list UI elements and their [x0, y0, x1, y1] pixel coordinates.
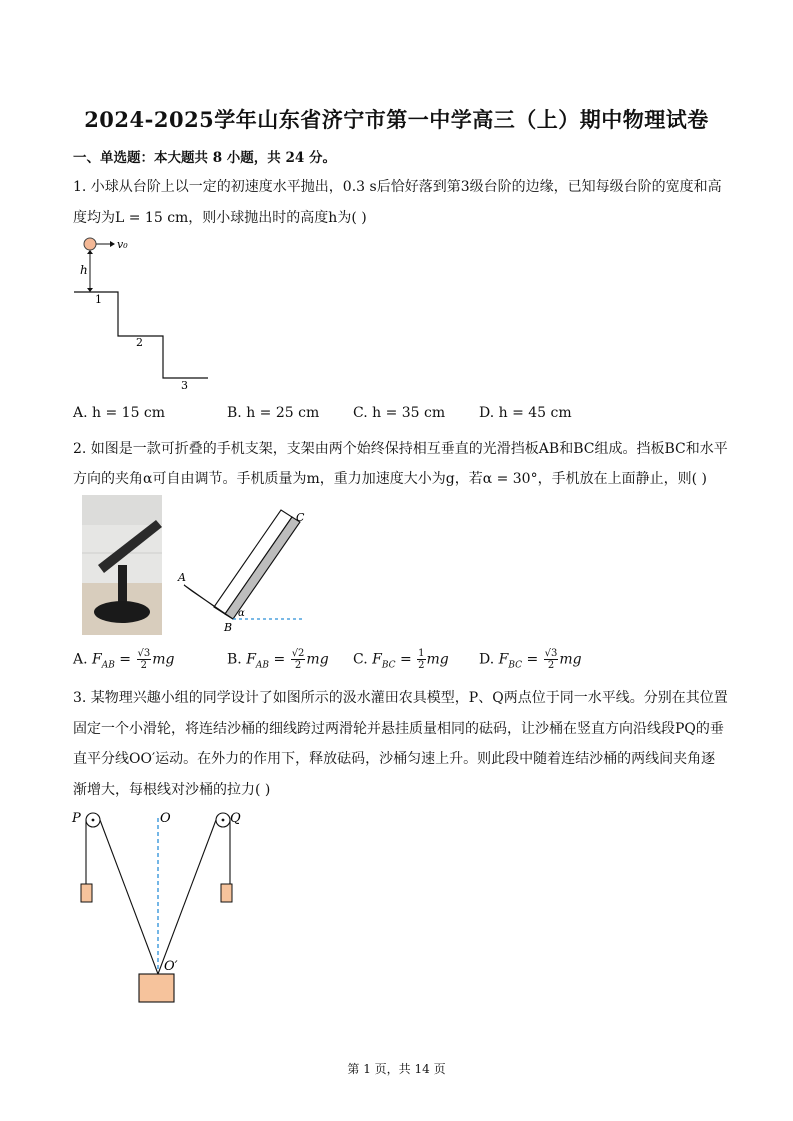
sand-bucket — [139, 974, 174, 1002]
q3-line1: 3. 某物理兴趣小组的同学设计了如图所示的汲水灌田农具模型，P、Q两点位于同一水平线。分别在其位置 — [73, 690, 728, 706]
ball-icon — [84, 238, 96, 250]
point-q-label: Q — [230, 811, 241, 826]
q1-option-a: A. h = 15 cm — [73, 405, 166, 421]
q2-option-c: C. $F_{BC}$ = $\frac{1}{2}$ mg — [353, 648, 449, 671]
page-title: 2024-2025学年山东省济宁市第一中学高三（上）期中物理试卷 — [84, 107, 709, 132]
h-label: h — [80, 263, 88, 277]
q1-line1: 1. 小球从台阶上以一定的初速度水平抛出，0.3 s后恰好落到第3级台阶的边缘，已知每级台阶的宽度和高 — [73, 179, 722, 195]
q1-option-c: C. h = 35 cm — [353, 405, 446, 421]
point-p-label: P — [72, 811, 81, 826]
v0-label: v₀ — [117, 238, 128, 251]
page-footer: 第 1 页，共 14 页 — [347, 1062, 446, 1076]
section-heading: 一、单选题：本大题共 8 小题，共 24 分。 — [73, 150, 336, 166]
q1-staircase-figure — [68, 232, 218, 394]
q2-line2: 方向的夹角α可自由调节。手机质量为m，重力加速度大小为g，若α = 30°，手机放在上面静止，则( ) — [73, 471, 707, 487]
q2-option-d: D. $F_{BC}$ = $\frac{√3}{2}$ mg — [479, 648, 582, 671]
q3-line2: 固定一个小滑轮，将连结沙桶的细线跨过两滑轮并悬挂质量相同的砝码，让沙桶在竖直方向沿线段PQ的垂 — [73, 721, 724, 737]
q2-option-b: B. $F_{AB}$ = $\frac{√2}{2}$ mg — [227, 648, 329, 671]
q1-line2: 度均为L = 15 cm，则小球抛出时的高度h为( ) — [73, 210, 367, 226]
q2-line1: 2. 如图是一款可折叠的手机支架，支架由两个始终保持相互垂直的光滑挡板AB和BC组成。挡板BC和水平 — [73, 441, 728, 457]
point-o-label: O — [160, 811, 171, 826]
q1-option-b: B. h = 25 cm — [227, 405, 320, 421]
step-2-label: 2 — [136, 336, 143, 349]
point-b-label: B — [224, 621, 233, 634]
q2-board-diagram — [172, 505, 312, 635]
q3-pulley-diagram — [66, 806, 256, 1008]
step-3-label: 3 — [181, 379, 188, 392]
phone-stand-photo — [82, 495, 162, 635]
q1-option-d: D. h = 45 cm — [479, 405, 572, 421]
q3-line3: 直平分线OO′运动。在外力的作用下，释放砝码，沙桶匀速上升。则此段中随着连结沙桶的两线间夹角逐 — [73, 751, 716, 767]
weight-left — [81, 884, 92, 902]
alpha-label: α — [238, 608, 245, 619]
point-oprime-label: O′ — [164, 959, 178, 974]
q3-line4: 渐增大，每根线对沙桶的拉力( ) — [73, 782, 271, 798]
q2-option-a: A. $F_{AB}$ = $\frac{√3}{2}$ mg — [73, 648, 175, 671]
point-a-label: A — [178, 571, 186, 584]
weight-right — [221, 884, 232, 902]
point-c-label: C — [296, 511, 305, 524]
step-1-label: 1 — [95, 293, 102, 306]
